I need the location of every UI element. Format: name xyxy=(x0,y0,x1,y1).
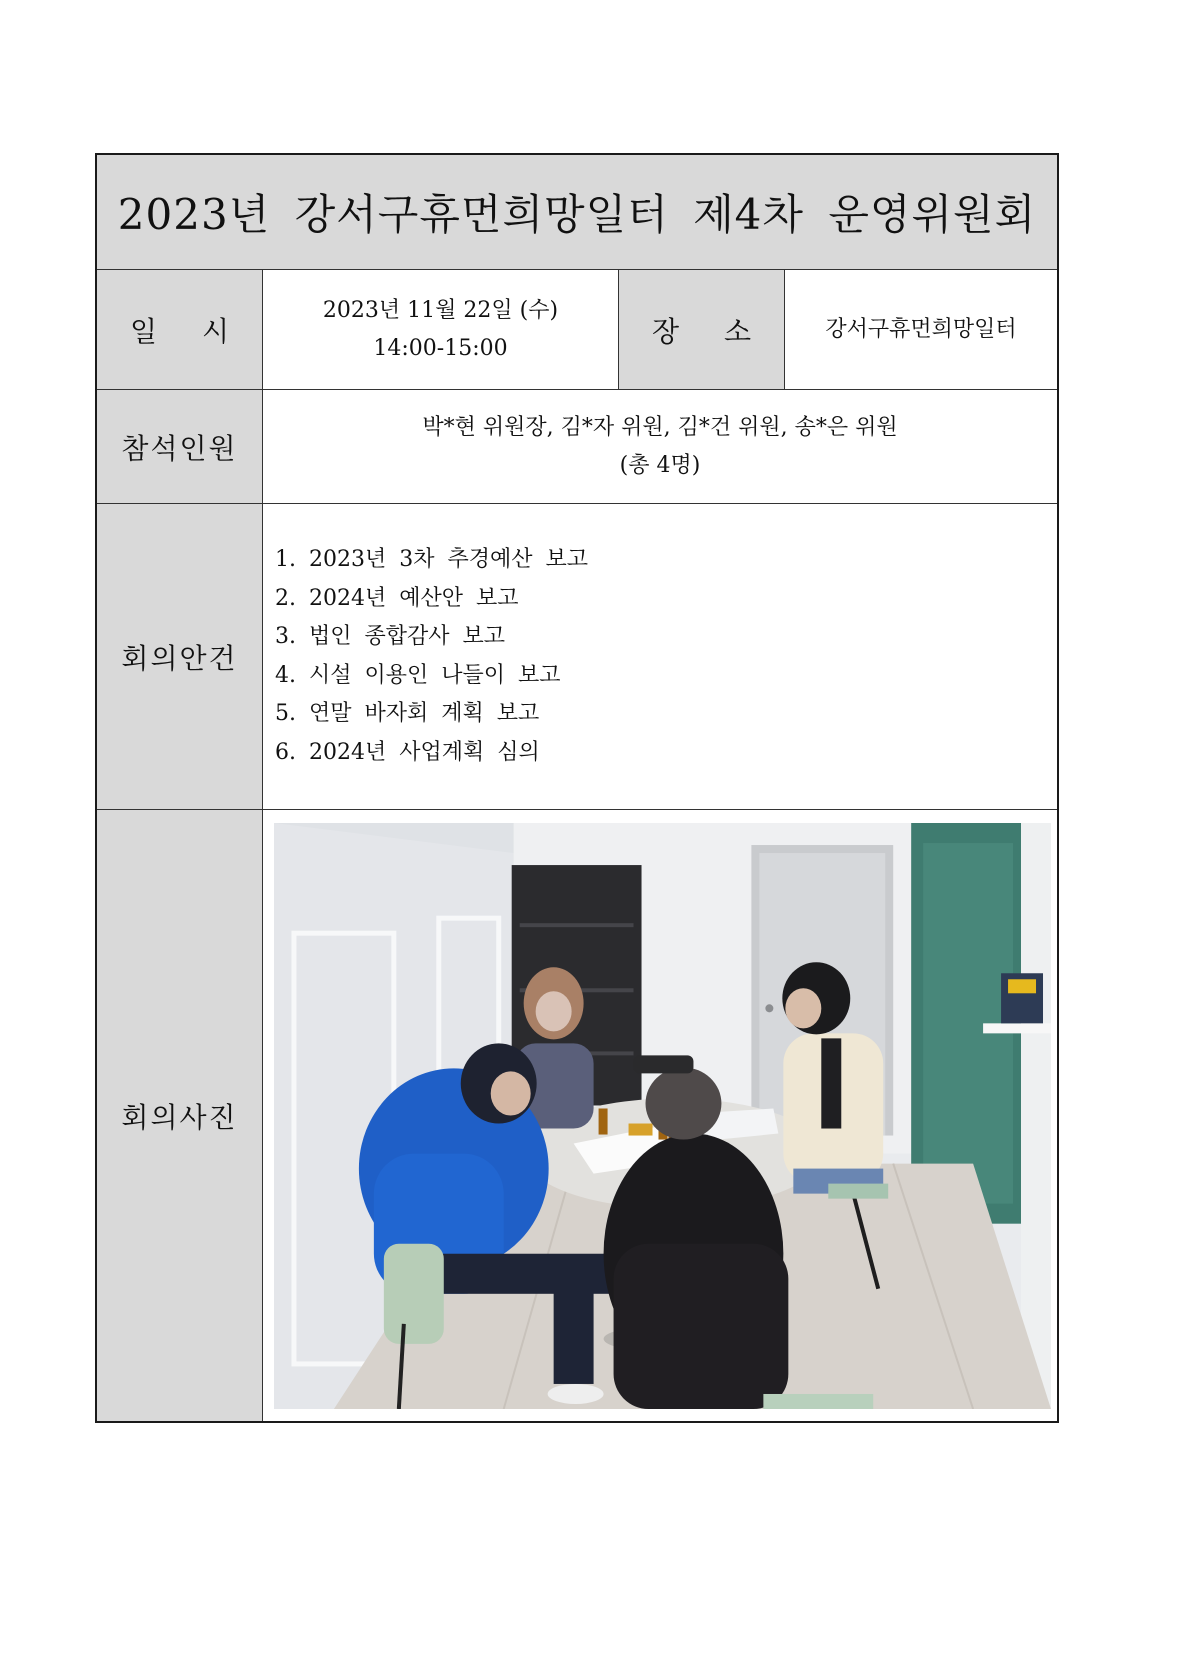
photo-row xyxy=(97,809,1057,1421)
meeting-record-table xyxy=(95,153,1059,1423)
agenda-item: 2. 2024년 예산안 보고 xyxy=(275,585,519,611)
datetime-value xyxy=(263,270,619,389)
attendees-row xyxy=(97,389,1057,503)
place-value: 강서구휴먼희망일터 xyxy=(825,316,1017,342)
meeting-date: 2023년 11월 22일 (수) xyxy=(322,297,559,323)
agenda-row xyxy=(97,503,1057,809)
agenda-list xyxy=(263,504,1057,809)
place-label: 장 소 xyxy=(619,270,785,389)
photo-label: 회의사진 xyxy=(97,810,263,1421)
attendees-label: 참석인원 xyxy=(97,390,263,503)
agenda-item: 1. 2023년 3차 추경예산 보고 xyxy=(275,547,588,572)
agenda-item: 4. 시설 이용인 나들이 보고 xyxy=(275,662,561,688)
attendees-value xyxy=(263,390,1057,503)
document-title-row xyxy=(97,155,1057,269)
datetime-label: 일 시 xyxy=(97,270,263,389)
meeting-time: 14:00-15:00 xyxy=(373,335,508,361)
attendee-names: 박*현 위원장, 김*자 위원, 김*건 위원, 송*은 위원 xyxy=(422,414,898,440)
photo-cell xyxy=(263,810,1057,1421)
attendee-total: (총 4명) xyxy=(619,452,701,478)
agenda-item: 5. 연말 바자회 계획 보고 xyxy=(275,701,540,726)
meeting-photo xyxy=(274,823,1051,1409)
agenda-item: 3. 법인 종합감사 보고 xyxy=(275,624,505,649)
agenda-item: 6. 2024년 사업계획 심의 xyxy=(275,739,540,765)
datetime-place-row xyxy=(97,269,1057,389)
document-title: 2023년 강서구휴먼희망일터 제4차 운영위원회 xyxy=(117,190,1037,239)
agenda-label: 회의안건 xyxy=(97,504,263,809)
